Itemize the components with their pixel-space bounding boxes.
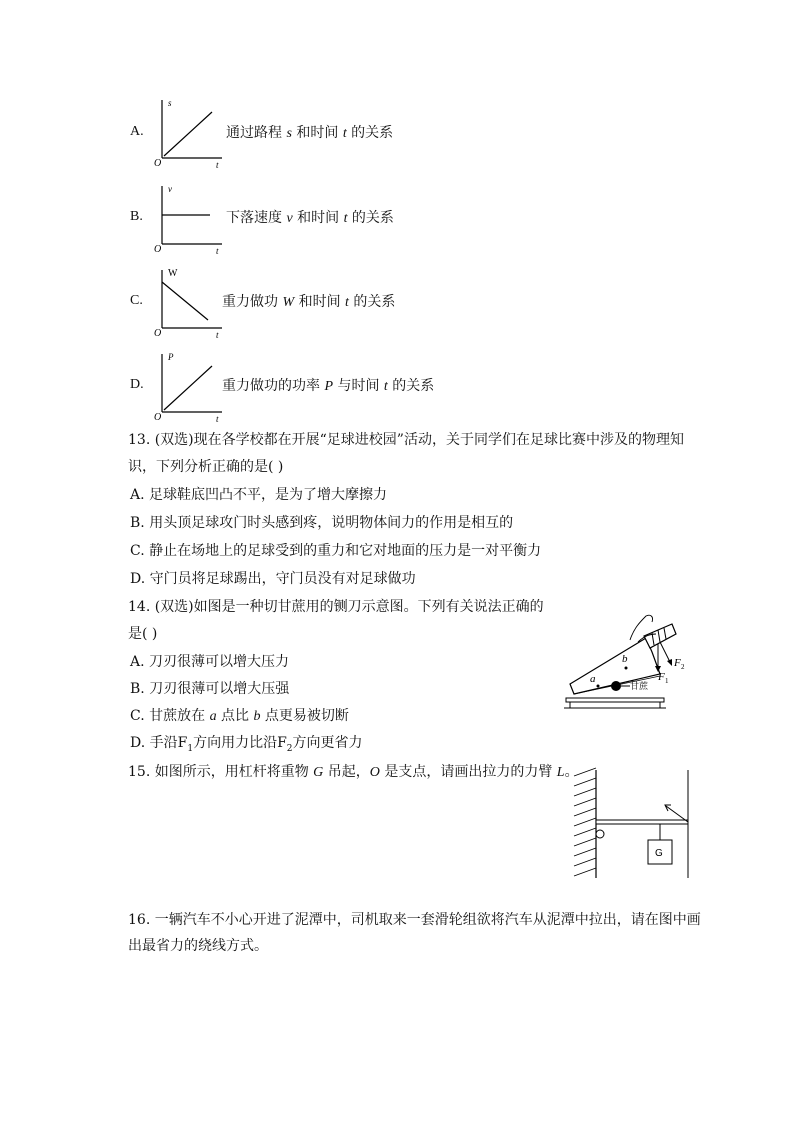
axis-y-label: v <box>168 184 172 194</box>
option-c: C. 甘蔗放在 a 点比 b 点更易被切断 <box>130 708 349 724</box>
origin-label: O <box>154 244 162 254</box>
origin-label: O <box>154 412 162 422</box>
axis-y-label: s <box>168 98 172 108</box>
axis-x-label: t <box>216 246 219 254</box>
lever-figure <box>570 766 694 882</box>
question-stem: 15. 如图所示，用杠杆将重物 G 吊起，O 是支点，请画出拉力的力臂 L。 <box>128 764 579 780</box>
axis-x-label: t <box>216 160 219 168</box>
graph-s-t <box>150 96 230 168</box>
question-stem: 出最省力的绕线方式。 <box>128 938 268 954</box>
option-a: A. 足球鞋底凹凸不平，是为了增大摩擦力 <box>130 487 388 503</box>
origin-label: O <box>154 158 162 168</box>
axis-y-label: W <box>168 268 178 279</box>
option-c: C. 静止在场地上的足球受到的重力和它对地面的压力是一对平衡力 <box>130 543 542 559</box>
axis-x-label: t <box>216 414 219 422</box>
question-stem: 识，下列分析正确的是( ) <box>128 459 284 475</box>
axis-y-label: P <box>168 352 174 362</box>
weight-label: G <box>655 848 663 859</box>
question-stem: 是( ) <box>128 626 158 642</box>
svg-text:1: 1 <box>665 677 669 685</box>
option-b: B. 用头顶足球攻门时头感到疼，说明物体间力的作用是相互的 <box>130 515 514 531</box>
option-b: B. 刀刃很薄可以增大压强 <box>130 681 290 697</box>
option-letter: C. <box>130 293 143 308</box>
option-text: 通过路程 s 和时间 t 的关系 <box>226 125 394 141</box>
cane-label: 甘蔗 <box>630 682 649 692</box>
option-letter: D. <box>130 377 144 392</box>
option-d: D. 守门员将足球踢出，守门员没有对足球做功 <box>130 571 416 587</box>
question-stem: 16. 一辆汽车不小心开进了泥潭中，司机取来一套滑轮组欲将汽车从泥潭中拉出，请在图中画 <box>128 912 701 928</box>
option-text: 下落速度 v 和时间 t 的关系 <box>226 210 394 226</box>
guillotine-figure <box>560 600 700 712</box>
point-b-label: b <box>622 653 628 665</box>
graph-w-t <box>150 266 230 338</box>
f1-label: F <box>658 671 665 683</box>
f2-label: F <box>674 657 681 669</box>
option-d: D. 手沿$F_1$方向用力比沿$F_2$方向更省力 <box>130 735 363 754</box>
axis-x-label: t <box>216 330 219 338</box>
origin-label: O <box>154 328 162 338</box>
svg-text:2: 2 <box>681 663 685 671</box>
sugarcane <box>611 681 621 691</box>
graph-p-t <box>150 350 230 422</box>
point-a-label: a <box>590 673 596 685</box>
option-a: A. 刀刃很薄可以增大压力 <box>130 654 290 670</box>
graph-v-t <box>150 182 230 254</box>
option-letter: A. <box>130 124 144 139</box>
question-stem: 13. (双选)现在各学校都在开展“足球进校园”活动，关于同学们在足球比赛中涉及的物理知 <box>128 432 684 448</box>
question-stem: 14. (双选)如图是一种切甘蔗用的铡刀示意图。下列有关说法正确的 <box>128 599 544 615</box>
option-text: 重力做功的功率 P 与时间 t 的关系 <box>222 378 435 394</box>
option-letter: B. <box>130 209 143 224</box>
option-text: 重力做功 W 和时间 t 的关系 <box>222 294 396 310</box>
